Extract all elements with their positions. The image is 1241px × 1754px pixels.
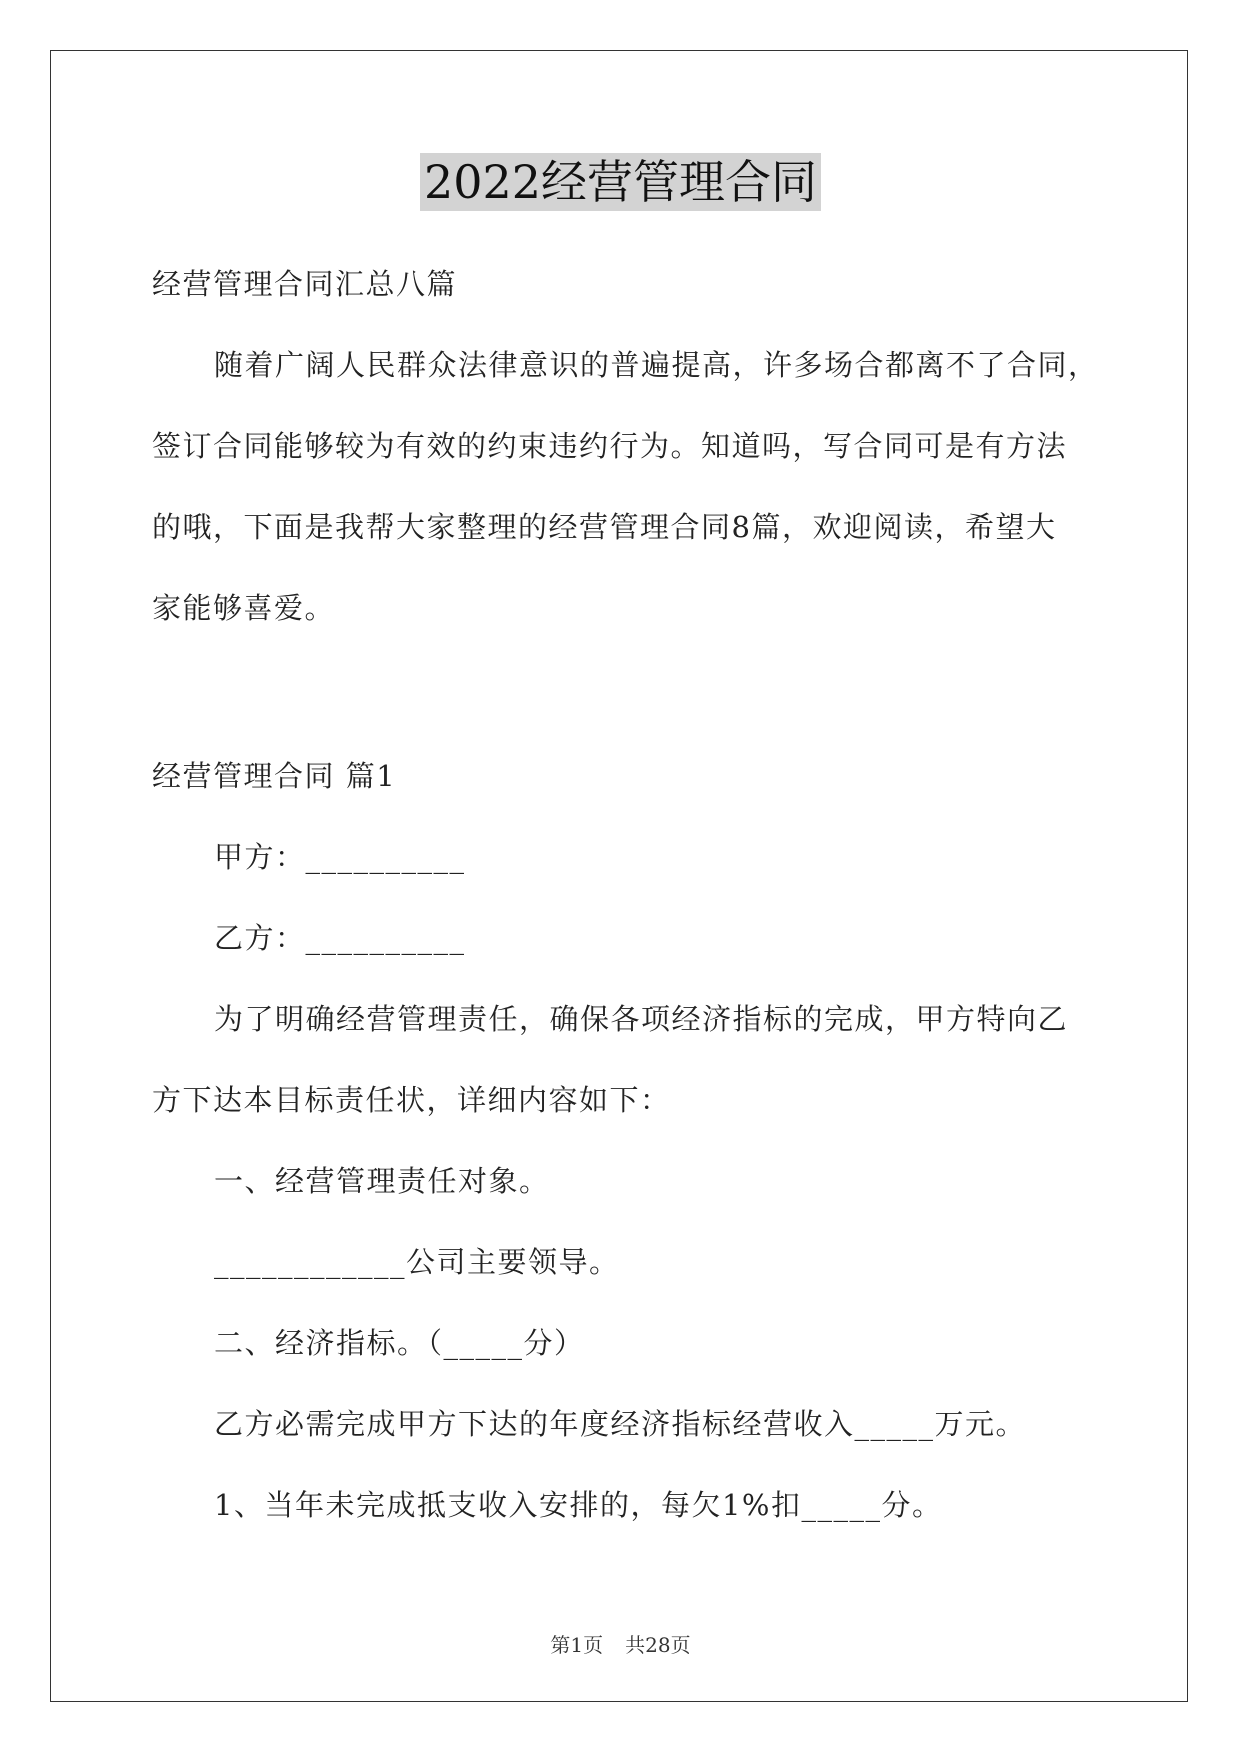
paragraph-line: 乙方必需完成甲方下达的年度经济指标经营收入_____万元。 bbox=[214, 1407, 1027, 1441]
clause-heading: 二、经济指标。（_____分） bbox=[214, 1326, 585, 1360]
paragraph-line: ____________公司主要领导。 bbox=[214, 1245, 620, 1279]
page-total: 共28页 bbox=[625, 1633, 691, 1657]
subtitle: 经营管理合同汇总八篇 bbox=[152, 267, 458, 301]
party-b-field: 乙方：__________ bbox=[214, 921, 466, 955]
party-a-field: 甲方：__________ bbox=[214, 840, 466, 874]
section-heading: 经营管理合同 篇1 bbox=[152, 759, 397, 793]
page-footer bbox=[0, 1632, 1241, 1658]
clause-heading: 一、经营管理责任对象。 bbox=[214, 1164, 550, 1198]
page-number: 第1页 bbox=[550, 1633, 604, 1657]
paragraph-line: 的哦，下面是我帮大家整理的经营管理合同8篇，欢迎阅读，希望大 bbox=[152, 510, 1057, 544]
paragraph-line: 为了明确经营管理责任，确保各项经济指标的完成，甲方特向乙 bbox=[214, 1002, 1069, 1036]
paragraph-line: 签订合同能够较为有效的约束违约行为。知道吗，写合同可是有方法 bbox=[152, 429, 1068, 463]
paragraph-line: 方下达本目标责任状，详细内容如下： bbox=[152, 1083, 671, 1117]
paragraph-line: 随着广阔人民群众法律意识的普遍提高，许多场合都离不了合同， bbox=[214, 348, 1099, 382]
paragraph-line: 家能够喜爱。 bbox=[152, 591, 336, 625]
title-container bbox=[0, 153, 1241, 211]
paragraph-line: 1、当年未完成抵支收入安排的，每欠1%扣_____分。 bbox=[214, 1488, 943, 1522]
document-title: 2022经营管理合同 bbox=[420, 153, 821, 211]
